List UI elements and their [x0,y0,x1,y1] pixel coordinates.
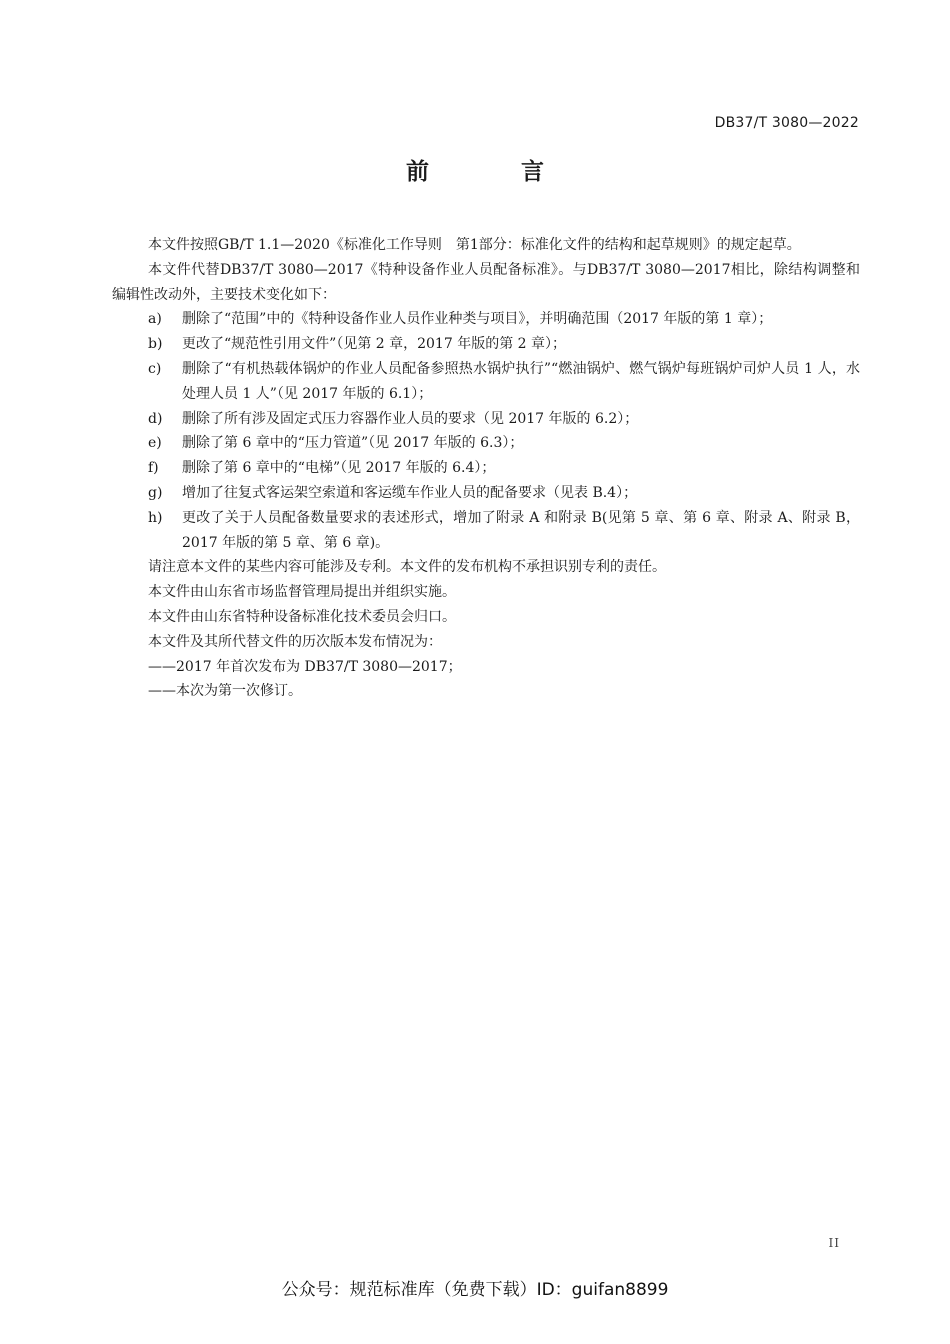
list-item [112,456,860,481]
list-item-text: 删除了“范围”中的《特种设备作业人员作业种类与项目》，并明确范围（2017 年版的第 1 章）； [182,311,773,328]
list-marker: d) [148,410,163,427]
paragraph-drafting-rules: 本文件按照GB/T 1.1—2020《标准化工作导则 第1部分：标准化文件的结构和起草规则》的规定起草。 [148,237,801,253]
list-item-text: 删除了“有机热载体锅炉的作业人员配备参照热水锅炉执行”“燃油锅炉、燃气锅炉每班锅炉司炉人员 1 人，水处理人员 1 人”（见 2017 年版的 6.1）； [182,360,860,402]
list-item [112,506,860,556]
list-item-text: 删除了第 6 章中的“压力管道”（见 2017 年版的 6.3）； [182,435,524,452]
list-item-text: 增加了往复式客运架空索道和客运缆车作业人员的配备要求（见表 B.4）； [182,484,638,501]
page-title: 前 言 [405,159,586,185]
paragraph-proposer: 本文件由山东省市场监督管理局提出并组织实施。 [148,584,456,601]
foreword-body [112,233,860,704]
list-marker: a) [148,311,162,328]
list-marker: e) [148,435,162,452]
paragraph-history-intro: 本文件及其所代替文件的历次版本发布情况为： [148,633,442,650]
footer-watermark: 公众号：规范标准库（免费下载）ID：guifan8899 [281,1280,669,1300]
paragraph-replacement: 本文件代替DB37/T 3080—2017《特种设备作业人员配备标准》。与DB37/T 3080—2017相比，除结构调整和编辑性改动外，主要技术变化如下： [112,261,860,303]
list-item-text: 更改了关于人员配备数量要求的表述形式，增加了附录 A 和附录 B(见第 5 章、第 6 章、附录 A、附录 B，2017 年版的第 5 章、第 6 章)。 [182,509,860,551]
list-item [112,431,860,456]
page-number: II [828,1236,840,1250]
list-item [112,357,860,407]
paragraph-committee: 本文件由山东省特种设备标准化技术委员会归口。 [148,608,456,625]
document-code: DB37/T 3080—2022 [714,115,859,131]
list-item-text: 删除了所有涉及固定式压力容器作业人员的要求（见 2017 年版的 6.2）； [182,410,639,427]
list-marker: b) [148,336,163,353]
list-item [112,407,860,432]
history-line-revision: ——本次为第一次修订。 [148,683,302,700]
paragraph-patent-notice: 请注意本文件的某些内容可能涉及专利。本文件的发布机构不承担识别专利的责任。 [148,559,666,576]
list-item [112,332,860,357]
list-item-text: 删除了第 6 章中的“电梯”（见 2017 年版的 6.4）； [182,460,496,477]
changes-list [112,307,860,555]
list-marker: c) [148,360,162,377]
list-item [112,307,860,332]
list-item-text: 更改了“规范性引用文件”（见第 2 章，2017 年版的第 2 章）； [182,336,567,353]
list-marker: f) [148,460,159,477]
list-marker: h) [148,509,163,526]
list-item [112,481,860,506]
list-marker: g) [148,484,163,501]
history-line-first-release: ——2017 年首次发布为 DB37/T 3080—2017； [148,658,462,675]
